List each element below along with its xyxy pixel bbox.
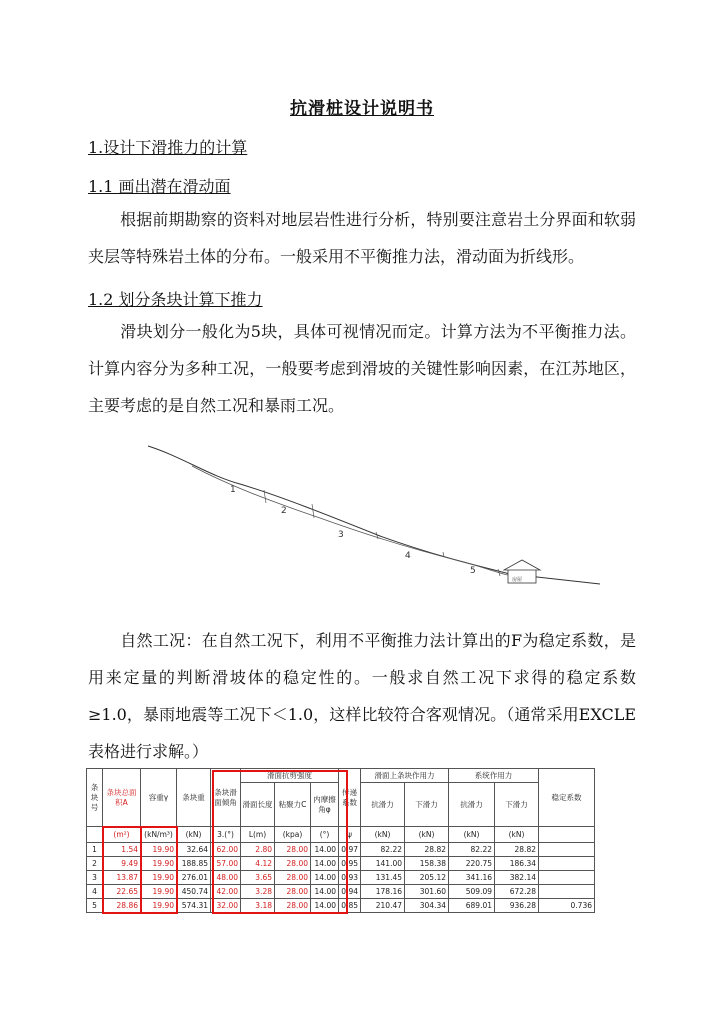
building-label: 房屋 (512, 577, 523, 583)
table-cell: 0.95 (339, 857, 361, 871)
table-cell: 4.12 (241, 857, 275, 871)
table-cell: 186.34 (495, 857, 539, 871)
table-cell: 301.60 (405, 885, 449, 899)
table-cell: 672.28 (495, 885, 539, 899)
header-slip-params-group: 滑面抗剪强度 (241, 769, 339, 783)
table-cell: 276.01 (177, 871, 211, 885)
block-label-2: 2 (281, 506, 287, 516)
table-cell: 382.14 (495, 871, 539, 885)
header-transfer-coef: 传递系数 (339, 769, 361, 827)
header-slip-angle: 条块滑面倾角 (211, 769, 241, 827)
table-cell: 0.93 (339, 871, 361, 885)
table-cell: 205.12 (405, 871, 449, 885)
table-cell: 936.28 (495, 899, 539, 913)
table-cell: 28.00 (275, 857, 311, 871)
section-1-2-paragraph (88, 313, 636, 424)
table-cell: 3.18 (241, 899, 275, 913)
unit-cell: (kN) (177, 827, 211, 843)
stability-calc-table (86, 768, 595, 913)
section-1-heading: 1.设计下滑推力的计算 (88, 138, 248, 157)
calc-table-body (87, 843, 595, 913)
header-stability: 稳定系数 (539, 769, 595, 827)
table-cell: 14.00 (311, 857, 339, 871)
table-row (87, 871, 595, 885)
unit-cell: (kN/m³) (141, 827, 177, 843)
table-cell: 0.94 (339, 885, 361, 899)
table-row (87, 885, 595, 899)
header-upper-slide: 下滑力 (405, 783, 449, 827)
table-cell: 9.49 (103, 857, 141, 871)
table-cell: 178.16 (361, 885, 405, 899)
unit-cell: ψ (339, 827, 361, 843)
table-cell: 28.00 (275, 899, 311, 913)
table-cell: 5 (87, 899, 103, 913)
header-unit-weight: 容重γ (141, 769, 177, 827)
unit-cell: (kN) (449, 827, 495, 843)
table-cell: 304.34 (405, 899, 449, 913)
ground-surface-line (148, 446, 600, 584)
table-cell (539, 871, 595, 885)
unit-cell: (kN) (405, 827, 449, 843)
table-cell: 158.38 (405, 857, 449, 871)
unit-cell: (kpa) (275, 827, 311, 843)
table-cell: 82.22 (361, 843, 405, 857)
page-title: 抗滑桩设计说明书 (290, 99, 434, 119)
table-cell: 28.00 (275, 843, 311, 857)
natural-condition-paragraph (88, 622, 636, 770)
unit-cell: (kN) (495, 827, 539, 843)
natural-condition-text: 自然工况：在自然工况下，利用不平衡推力法计算出的F为稳定系数，是用来定量的判断滑坡体的稳定性的。一般求自然工况下求得的稳定系数≥1.0，暴雨地震等工况下＜1.0，这样比较符合客观情况。（通常采用EXCLE表格进行求解。） (88, 631, 636, 761)
unit-cell (87, 827, 103, 843)
table-cell: 14.00 (311, 899, 339, 913)
header-block-weight: 条块重 (177, 769, 211, 827)
header-system-force-group: 系统作用力 (449, 769, 539, 783)
table-cell: 450.74 (177, 885, 211, 899)
table-cell: 82.22 (449, 843, 495, 857)
table-cell: 0.85 (339, 899, 361, 913)
section-1-2-text: 滑块划分一般化为5块，具体可视情况而定。计算方法为不平衡推力法。计算内容分为多种工况，一般要考虑到滑坡的关键性影响因素，在江苏地区，主要考虑的是自然工况和暴雨工况。 (88, 322, 636, 415)
unit-cell: 3.(°) (211, 827, 241, 843)
block-label-5: 5 (470, 566, 476, 576)
section-1-1-paragraph (88, 201, 636, 275)
table-cell: 22.65 (103, 885, 141, 899)
table-cell: 28.82 (495, 843, 539, 857)
table-cell: 19.90 (141, 857, 177, 871)
table-cell: 14.00 (311, 885, 339, 899)
table-cell (539, 857, 595, 871)
table-cell: 0.97 (339, 843, 361, 857)
table-cell: 28.86 (103, 899, 141, 913)
table-cell: 19.90 (141, 871, 177, 885)
table-cell: 28.00 (275, 871, 311, 885)
header-friction-angle: 内摩擦角φ (311, 783, 339, 827)
header-upper-resist: 抗滑力 (361, 783, 405, 827)
table-cell: 32.64 (177, 843, 211, 857)
table-cell: 2.80 (241, 843, 275, 857)
table-cell: 188.85 (177, 857, 211, 871)
unit-cell: (kN) (361, 827, 405, 843)
calc-table-wrapper (86, 768, 594, 913)
table-cell: 689.01 (449, 899, 495, 913)
table-cell: 3.65 (241, 871, 275, 885)
header-slip-length: 滑面长度 (241, 783, 275, 827)
table-cell: 1.54 (103, 843, 141, 857)
table-cell: 574.31 (177, 899, 211, 913)
table-cell: 57.00 (211, 857, 241, 871)
table-cell: 2 (87, 857, 103, 871)
header-upper-force-group: 滑面上条块作用力 (361, 769, 449, 783)
units-row (87, 827, 595, 843)
table-cell (539, 843, 595, 857)
section-1-1-text: 根据前期勘察的资料对地层岩性进行分析，特别要注意岩土分界面和软弱夹层等特殊岩土体的分布。一般采用不平衡推力法，滑动面为折线形。 (88, 210, 636, 266)
table-cell: 14.00 (311, 843, 339, 857)
table-cell: 19.90 (141, 843, 177, 857)
table-cell: 48.00 (211, 871, 241, 885)
header-sys-slide: 下滑力 (495, 783, 539, 827)
table-cell: 62.00 (211, 843, 241, 857)
block-label-4: 4 (405, 551, 411, 561)
table-row (87, 857, 595, 871)
section-1-1-heading: 1.1 画出潜在滑动面 (88, 177, 231, 196)
header-area: 条块总面积A (103, 769, 141, 827)
table-row (87, 899, 595, 913)
section-1-2-heading: 1.2 划分条块计算下推力 (88, 290, 263, 309)
table-cell: 220.75 (449, 857, 495, 871)
table-cell: 509.09 (449, 885, 495, 899)
unit-cell: (°) (311, 827, 339, 843)
table-cell: 28.00 (275, 885, 311, 899)
block-label-3: 3 (338, 530, 344, 540)
slip-surface-line (192, 466, 512, 576)
unit-cell (539, 827, 595, 843)
table-cell: 42.00 (211, 885, 241, 899)
table-cell: 4 (87, 885, 103, 899)
table-cell: 210.47 (361, 899, 405, 913)
table-cell: 28.82 (405, 843, 449, 857)
block-label-1: 1 (230, 485, 236, 495)
table-cell: 131.45 (361, 871, 405, 885)
table-cell (539, 885, 595, 899)
landslide-profile-figure (140, 436, 610, 596)
unit-cell: L(m) (241, 827, 275, 843)
table-cell: 1 (87, 843, 103, 857)
table-cell: 3.28 (241, 885, 275, 899)
table-cell: 19.90 (141, 885, 177, 899)
table-cell: 19.90 (141, 899, 177, 913)
table-cell: 3 (87, 871, 103, 885)
table-cell: 141.00 (361, 857, 405, 871)
table-cell: 0.736 (539, 899, 595, 913)
header-block-no: 条块号 (87, 769, 103, 827)
table-cell: 13.87 (103, 871, 141, 885)
table-cell: 32.00 (211, 899, 241, 913)
unit-cell: (m²) (103, 827, 141, 843)
header-cohesion: 粘聚力C (275, 783, 311, 827)
header-sys-resist: 抗滑力 (449, 783, 495, 827)
table-cell: 14.00 (311, 871, 339, 885)
table-row (87, 843, 595, 857)
table-cell: 341.16 (449, 871, 495, 885)
